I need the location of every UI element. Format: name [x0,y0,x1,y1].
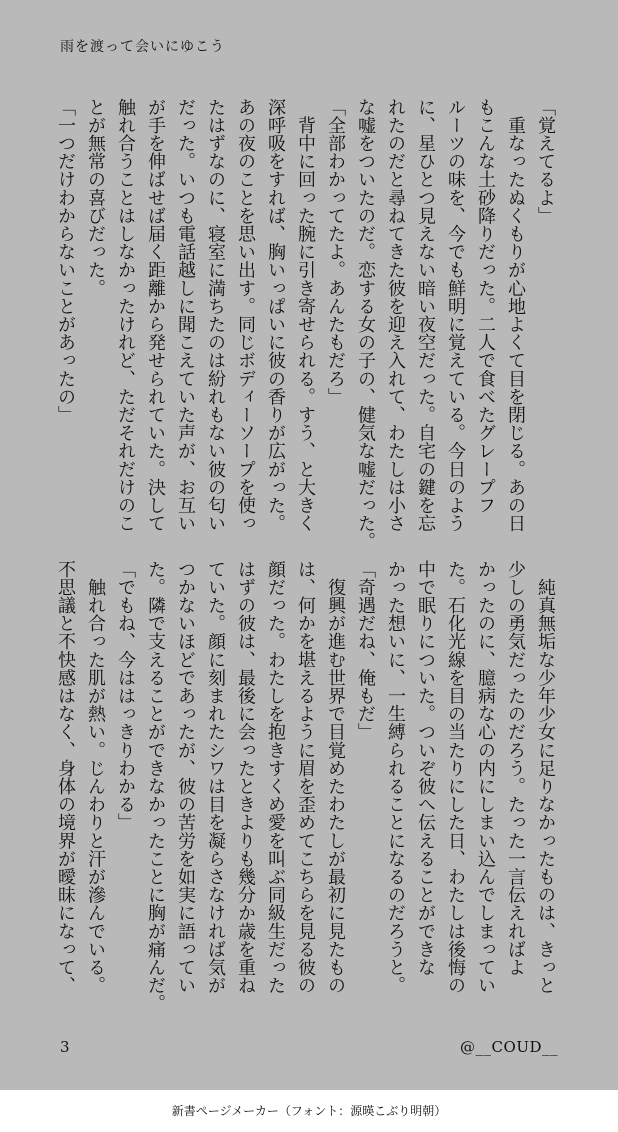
text-line: 「でもね、今ははっきりわかる」 [115,560,136,832]
text-line: 顔だった。わたしを抱きすくめ愛を叫ぶ同級生だった [265,560,286,995]
text-line: とが無常の喜びだった。 [85,98,106,298]
footer-credit: 新書ページメーカー（フォント：源暎こぶり明朝） [171,1104,447,1118]
text-line: に、星ひとつ見えない暗い夜空だった。自宅の鍵を忘 [415,98,436,533]
text-line: 背中に回った腕に引き寄せられる。すう、と大きく [295,98,316,533]
book-title: 雨を渡って会いにゆこう [60,39,225,55]
text-line: れたのだと尋ねてきた彼を迎え入れて、わたしは小さ [385,98,406,533]
text-line: 不思議と不快感はなく、身体の境界が曖昧になって、 [55,560,76,995]
text-line: 深呼吸をすれば、胸いっぱいに彼の香りが広がった。 [265,98,286,533]
text-line: はずの彼は、最後に会ったときよりも幾分か歳を重ね [235,560,256,995]
page-number: 3 [60,1038,70,1056]
text-line: もこんな土砂降りだった。二人で食べたグレープフ [475,98,496,515]
text-line: た。石化光線を目の当たりにした日、わたしは後悔の [445,560,466,995]
text-line: 「覚えてるよ」 [535,98,556,225]
text-line: 「全部わかってたよ。あんたもだろ」 [325,98,346,406]
text-line: 中で眠りについた。ついぞ彼へ伝えることができな [415,560,436,977]
lower-text-block [50,560,560,1013]
text-line: たはずなのに、寝室に満ちたのは紛れもない彼の匂い [205,98,226,533]
text-line: ルーツの味を、今でも鮮明に覚えている。今日のよう [445,98,466,533]
text-line: た。隣で支えることができなかったことに胸が痛んだ。 [145,560,166,1013]
text-line: な嘘をついたのだ。恋する女の子の、健気な嘘だった。 [355,98,376,551]
text-line: かったのに、臆病な心の内にしまい込んでしまってい [475,560,496,995]
text-line: は、何かを堪えるように眉を歪めてこちらを見る彼の [295,560,316,995]
text-line: あの夜のことを思い出す。同じボディーソープを使っ [235,98,256,533]
text-line: 触れ合った肌が熱い。じんわりと汗が滲んでいる。 [85,560,106,995]
text-line: だった。いつも電話越しに聞こえていた声が、お互い [175,98,196,533]
text-line: かった想いに、一生縛られることになるのだろうと。 [385,560,406,995]
author-handle: @__COUD__ [460,1038,558,1056]
text-line: 重なったぬくもりが心地よくて目を閉じる。あの日 [505,98,526,533]
text-line: 触れ合うことはしなかったけれど、ただそれだけのこ [115,98,136,533]
upper-text-block [50,98,560,551]
text-line: つかないほどであったが、彼の苦労を如実に語ってい [175,560,196,995]
text-line: が手を伸ばせば届く距離から発せられていた。決して [145,98,166,533]
text-line: 少しの勇気だったのだろう。たった一言伝えればよ [505,560,526,977]
text-line: 復興が進む世界で目覚めたわたしが最初に見たもの [325,560,346,995]
text-line: ていた。顔に刻まれたシワは目を凝らさなければ気が [205,560,226,995]
text-line: 「奇遇だね、俺もだ」 [355,560,376,741]
text-line: 「一つだけわからないことがあったの」 [55,98,76,424]
text-line: 純真無垢な少年少女に足りなかったものは、きっと [535,560,556,995]
